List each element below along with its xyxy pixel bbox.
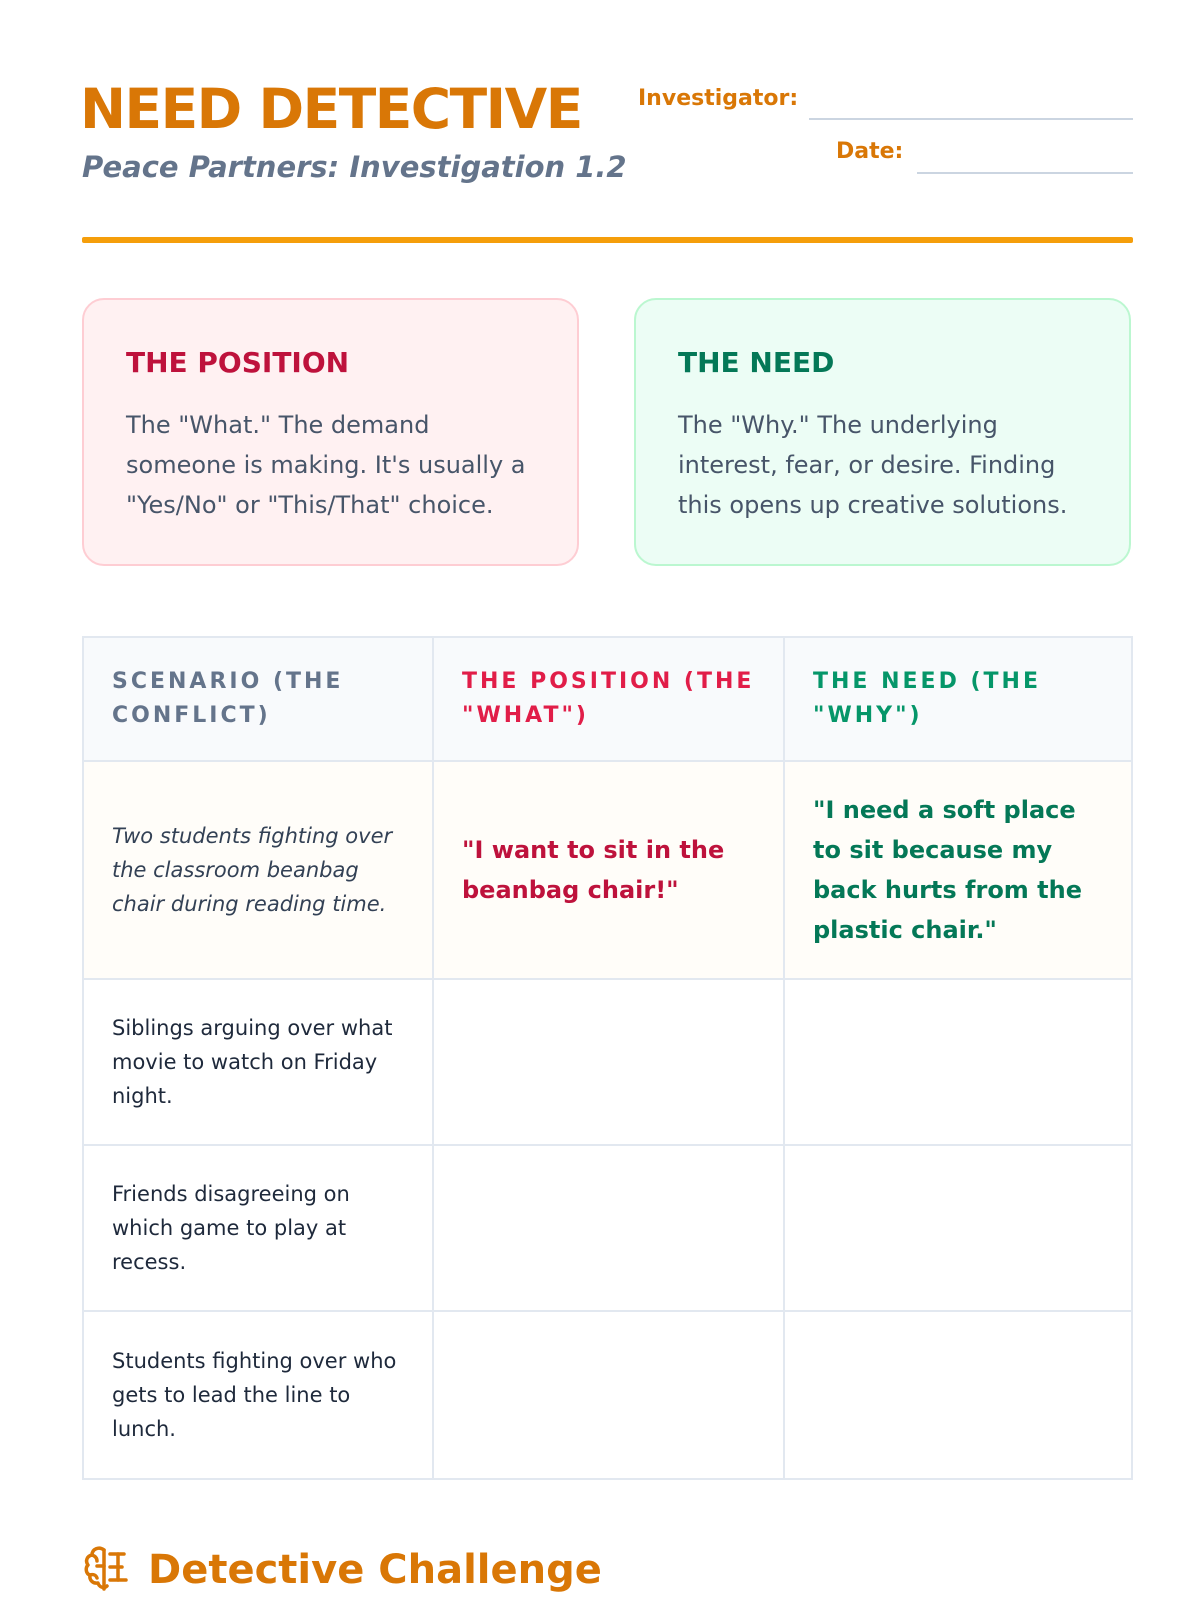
detective-challenge-heading: [82, 1544, 602, 1596]
header-divider: [82, 237, 1133, 243]
date-label: Date:: [836, 139, 904, 164]
position-answer-cell[interactable]: [434, 1312, 785, 1478]
need-box-heading: THE NEED: [678, 346, 835, 379]
brain-icon: [82, 1544, 130, 1596]
need-box-text: The "Why." The underlying interest, fear, or desire. Finding this opens up creative solutions.: [678, 411, 1068, 519]
scenario-cell: Siblings arguing over what movie to watch on Friday night.: [84, 980, 434, 1144]
header-need: THE NEED (THE "WHY"): [813, 669, 1041, 728]
position-answer-cell[interactable]: [434, 1146, 785, 1310]
need-cell: "I need a soft place to sit because my back hurts from the plastic chair.": [813, 796, 1083, 944]
page-subtitle: Peace Partners: Investigation 1.2: [82, 150, 627, 184]
investigator-field[interactable]: [809, 118, 1133, 120]
need-answer-cell[interactable]: [785, 1146, 1131, 1310]
investigation-table: [82, 636, 1133, 1480]
position-cell: "I want to sit in the beanbag chair!": [434, 762, 785, 978]
header-scenario: SCENARIO (THE CONFLICT): [84, 638, 434, 760]
position-box-text: The "What." The demand someone is making. It's usually a "Yes/No" or "This/That" choice.: [126, 411, 526, 519]
scenario-cell: Friends disagreeing on which game to play at recess.: [84, 1146, 434, 1310]
investigator-label: Investigator:: [638, 86, 799, 111]
table-row: [84, 1312, 1131, 1478]
need-definition-box: [634, 298, 1131, 566]
position-definition-box: [82, 298, 579, 566]
detective-challenge-label: Detective Challenge: [148, 1547, 602, 1593]
table-row-example: [84, 762, 1131, 980]
need-answer-cell[interactable]: [785, 980, 1131, 1144]
date-field[interactable]: [917, 172, 1133, 174]
position-answer-cell[interactable]: [434, 980, 785, 1144]
need-answer-cell[interactable]: [785, 1312, 1131, 1478]
table-row: [84, 980, 1131, 1146]
page-title: NEED DETECTIVE: [80, 77, 582, 141]
header-position: THE POSITION (THE "WHAT"): [434, 638, 785, 760]
position-box-heading: THE POSITION: [126, 346, 350, 379]
table-row: [84, 1146, 1131, 1312]
scenario-cell: Two students fighting over the classroom beanbag chair during reading time.: [84, 762, 434, 978]
scenario-cell: Students fighting over who gets to lead the line to lunch.: [84, 1312, 434, 1478]
table-header-row: [84, 638, 1131, 762]
